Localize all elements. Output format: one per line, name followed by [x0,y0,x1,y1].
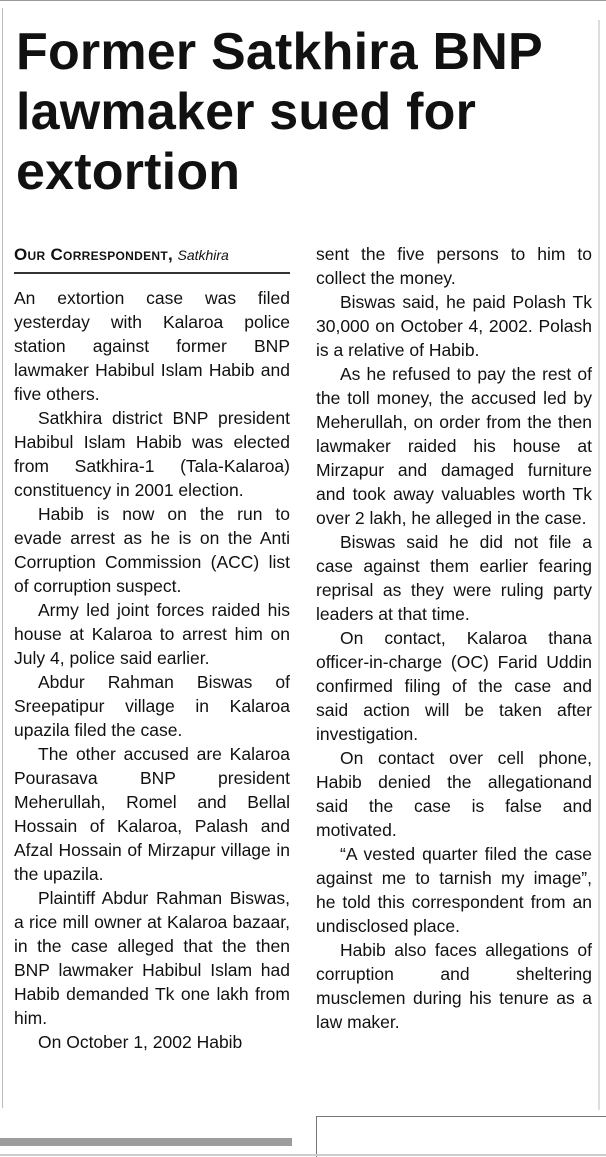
next-article-frame [316,1116,606,1157]
paragraph: sent the five persons to him to collect the money. [316,244,592,288]
paragraph: An extortion case was filed yesterday with Kalaroa police station against former BNP lawmaker Habibul Islam Habib and five others. [14,288,290,404]
paragraph: Abdur Rahman Biswas of Sreepatipur village in Kalaroa upazila filed the case. [14,672,290,740]
paragraph: Satkhira district BNP president Habibul Islam Habib was elected from Satkhira-1 (Tala-Kalaroa) constituency in 2001 election. [14,408,290,500]
byline-name: Our Correspondent, [14,245,174,264]
paragraph: As he refused to pay the rest of the toll money, the accused led by Meherullah, on order from the then lawmaker raided his house at Mirzapur and damaged furniture and took away valuables worth Tk over 2 lakh, he alleged in the case. [316,364,592,528]
paragraph: “A vested quarter filed the case against me to tarnish my image”, he told this correspondent from an undisclosed place. [316,844,592,936]
paragraph: Biswas said, he paid Polash Tk 30,000 on October 4, 2002. Polash is a relative of Habib. [316,292,592,360]
top-rule [0,0,606,9]
paragraph: Habib is now on the run to evade arrest as he is on the Anti Corruption Commission (ACC) list of corruption suspect. [14,504,290,596]
byline [14,242,290,274]
paragraph: Plaintiff Abdur Rahman Biswas, a rice mill owner at Kalaroa bazaar, in the case alleged that the then BNP lawmaker Habibul Islam had Habib demanded Tk one lakh from him. [14,888,290,1028]
paragraph: On contact, Kalaroa thana officer-in-charge (OC) Farid Uddin confirmed filing of the case and said action will be taken after investigation. [316,628,592,744]
article-column-left [14,242,290,1054]
right-edge-rule [598,20,600,1110]
footer-bar [0,1138,292,1146]
paragraph: On October 1, 2002 Habib [38,1032,243,1052]
paragraph: Habib also faces allegations of corruption and sheltering musclemen during his tenure as a law maker. [316,940,592,1032]
byline-place: Satkhira [177,247,229,263]
paragraph: The other accused are Kalaroa Pourasava BNP president Meherullah, Romel and Bellal Hossain of Kalaroa, Palash and Afzal Hossain of Mirzapur village in the upazila. [14,744,290,884]
paragraph: On contact over cell phone, Habib denied the allegationand said the case is false and motivated. [316,748,592,840]
paragraph: Army led joint forces raided his house at Kalaroa to arrest him on July 4, police said earlier. [14,600,290,668]
article-headline: Former Satkhira BNP lawmaker sued for extortion [16,23,542,201]
paragraph: Biswas said he did not file a case against them earlier fearing reprisal as they were ruling party leaders at that time. [316,532,592,624]
article-column-right [316,242,592,1034]
left-column-rule [2,8,3,1108]
